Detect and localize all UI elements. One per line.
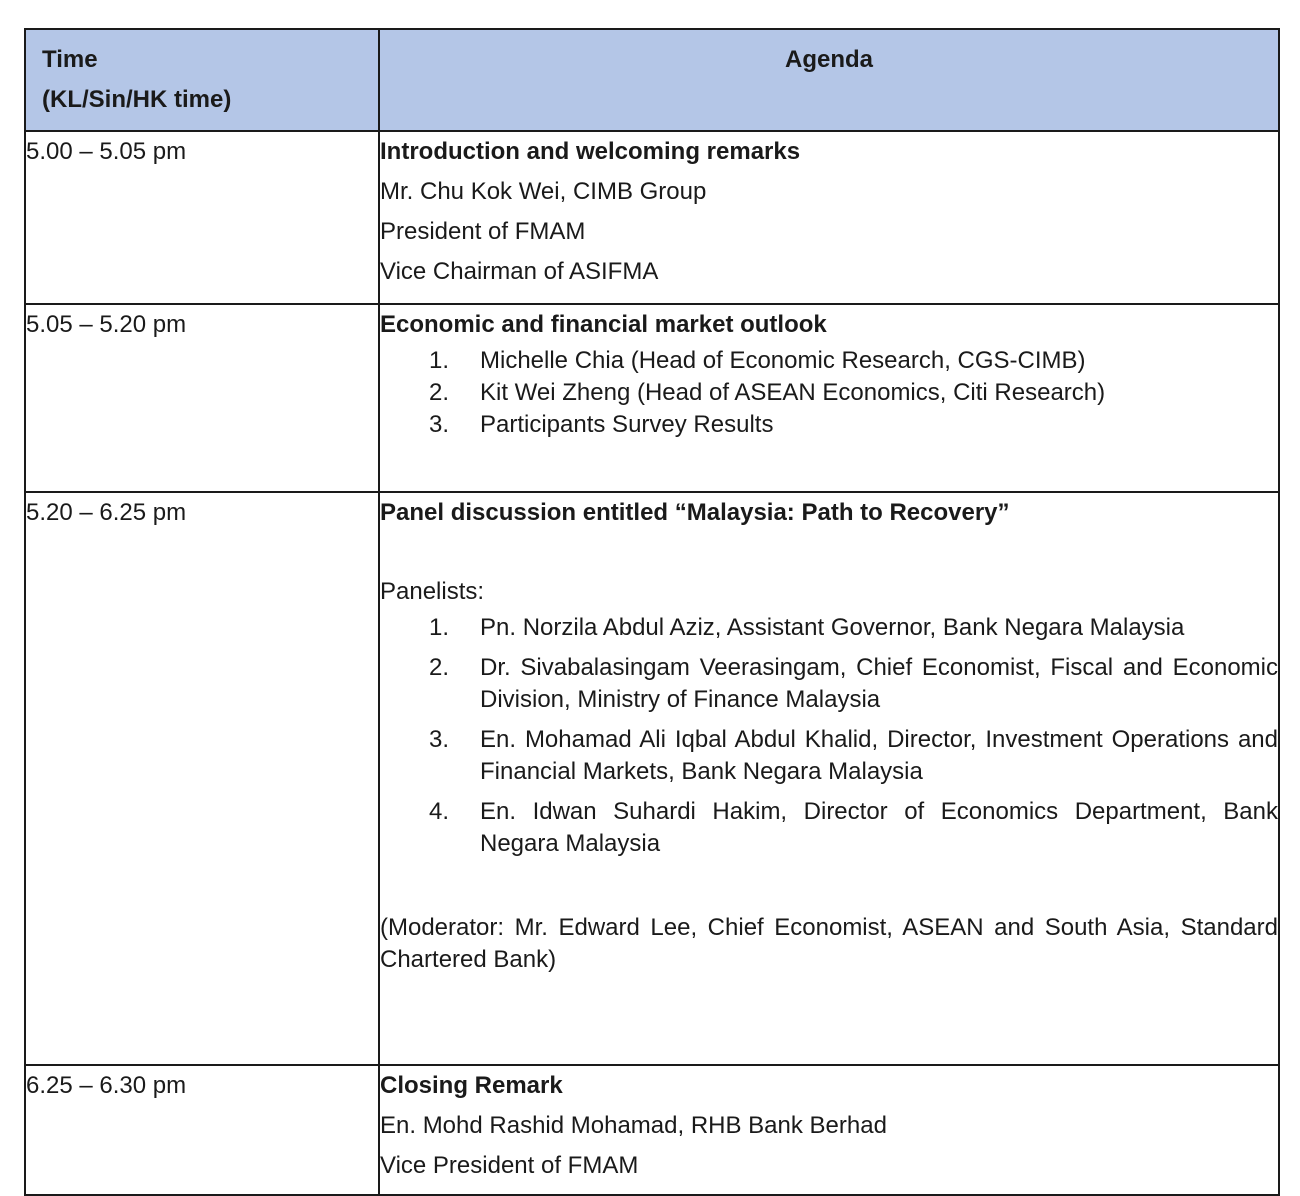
list-item <box>380 612 1278 644</box>
table-header-row <box>25 29 1279 131</box>
list-item-text: En. Mohamad Ali Iqbal Abdul Khalid, Director, Investment Operations and Financial Markets, Bank Negara Malaysia <box>480 726 1278 785</box>
session-title: Introduction and welcoming remarks <box>380 138 801 165</box>
speaker-name: Mr. Chu Kok Wei, CIMB Group <box>380 178 707 205</box>
panelist-list <box>380 612 1278 860</box>
time-cell <box>25 1065 379 1195</box>
speaker-role: Vice President of FMAM <box>380 1152 639 1179</box>
time-slot: 6.25 – 6.30 pm <box>26 1072 187 1099</box>
time-cell <box>25 492 379 1065</box>
list-item <box>380 796 1278 860</box>
time-cell <box>25 131 379 304</box>
list-item <box>380 652 1278 716</box>
list-item <box>380 345 1278 377</box>
list-item <box>380 724 1278 788</box>
list-number: 2. <box>429 654 450 681</box>
moderator-note: (Moderator: Mr. Edward Lee, Chief Economist, ASEAN and South Asia, Standard Chartered Bank) <box>380 914 1278 973</box>
list-number: 1. <box>429 614 450 641</box>
agenda-cell <box>379 131 1279 304</box>
time-column-header <box>25 29 379 131</box>
list-item <box>380 409 1278 441</box>
speaker-list <box>380 345 1278 441</box>
time-cell <box>25 304 379 492</box>
list-item-text: En. Idwan Suhardi Hakim, Director of Economics Department, Bank Negara Malaysia <box>480 798 1278 857</box>
agenda-cell <box>379 304 1279 492</box>
list-item-text: Participants Survey Results <box>480 411 774 438</box>
agenda-cell <box>379 1065 1279 1195</box>
table-row <box>25 1065 1279 1195</box>
session-title: Panel discussion entitled “Malaysia: Path to Recovery” <box>380 499 1010 526</box>
list-item-text: Dr. Sivabalasingam Veerasingam, Chief Economist, Fiscal and Economic Division, Ministry of Finance Malaysia <box>480 654 1278 713</box>
list-item-text: Michelle Chia (Head of Economic Research, CGS-CIMB) <box>480 347 1086 374</box>
panelists-label: Panelists: <box>380 578 485 605</box>
time-slot: 5.00 – 5.05 pm <box>26 138 187 165</box>
table-row <box>25 492 1279 1065</box>
table-row <box>25 131 1279 304</box>
agenda-cell <box>379 492 1279 1065</box>
speaker-role: President of FMAM <box>380 218 586 245</box>
agenda-header-label: Agenda <box>784 46 873 73</box>
time-header-label: Time <box>42 46 98 73</box>
list-item-text: Pn. Norzila Abdul Aziz, Assistant Governor, Bank Negara Malaysia <box>480 614 1185 641</box>
agenda-table <box>24 28 1280 1196</box>
session-title: Closing Remark <box>380 1072 563 1099</box>
table-row <box>25 304 1279 492</box>
speaker-role: Vice Chairman of ASIFMA <box>380 258 659 285</box>
list-number: 4. <box>429 798 450 825</box>
list-number: 1. <box>429 347 450 374</box>
list-number: 3. <box>429 726 450 753</box>
speaker-name: En. Mohd Rashid Mohamad, RHB Bank Berhad <box>380 1112 887 1139</box>
list-item <box>380 377 1278 409</box>
agenda-column-header <box>379 29 1279 131</box>
list-item-text: Kit Wei Zheng (Head of ASEAN Economics, Citi Research) <box>480 379 1106 406</box>
timezone-header-label: (KL/Sin/HK time) <box>42 86 232 113</box>
list-number: 3. <box>429 411 450 438</box>
time-slot: 5.05 – 5.20 pm <box>26 311 187 338</box>
time-slot: 5.20 – 6.25 pm <box>26 499 187 526</box>
session-title: Economic and financial market outlook <box>380 311 827 338</box>
list-number: 2. <box>429 379 450 406</box>
